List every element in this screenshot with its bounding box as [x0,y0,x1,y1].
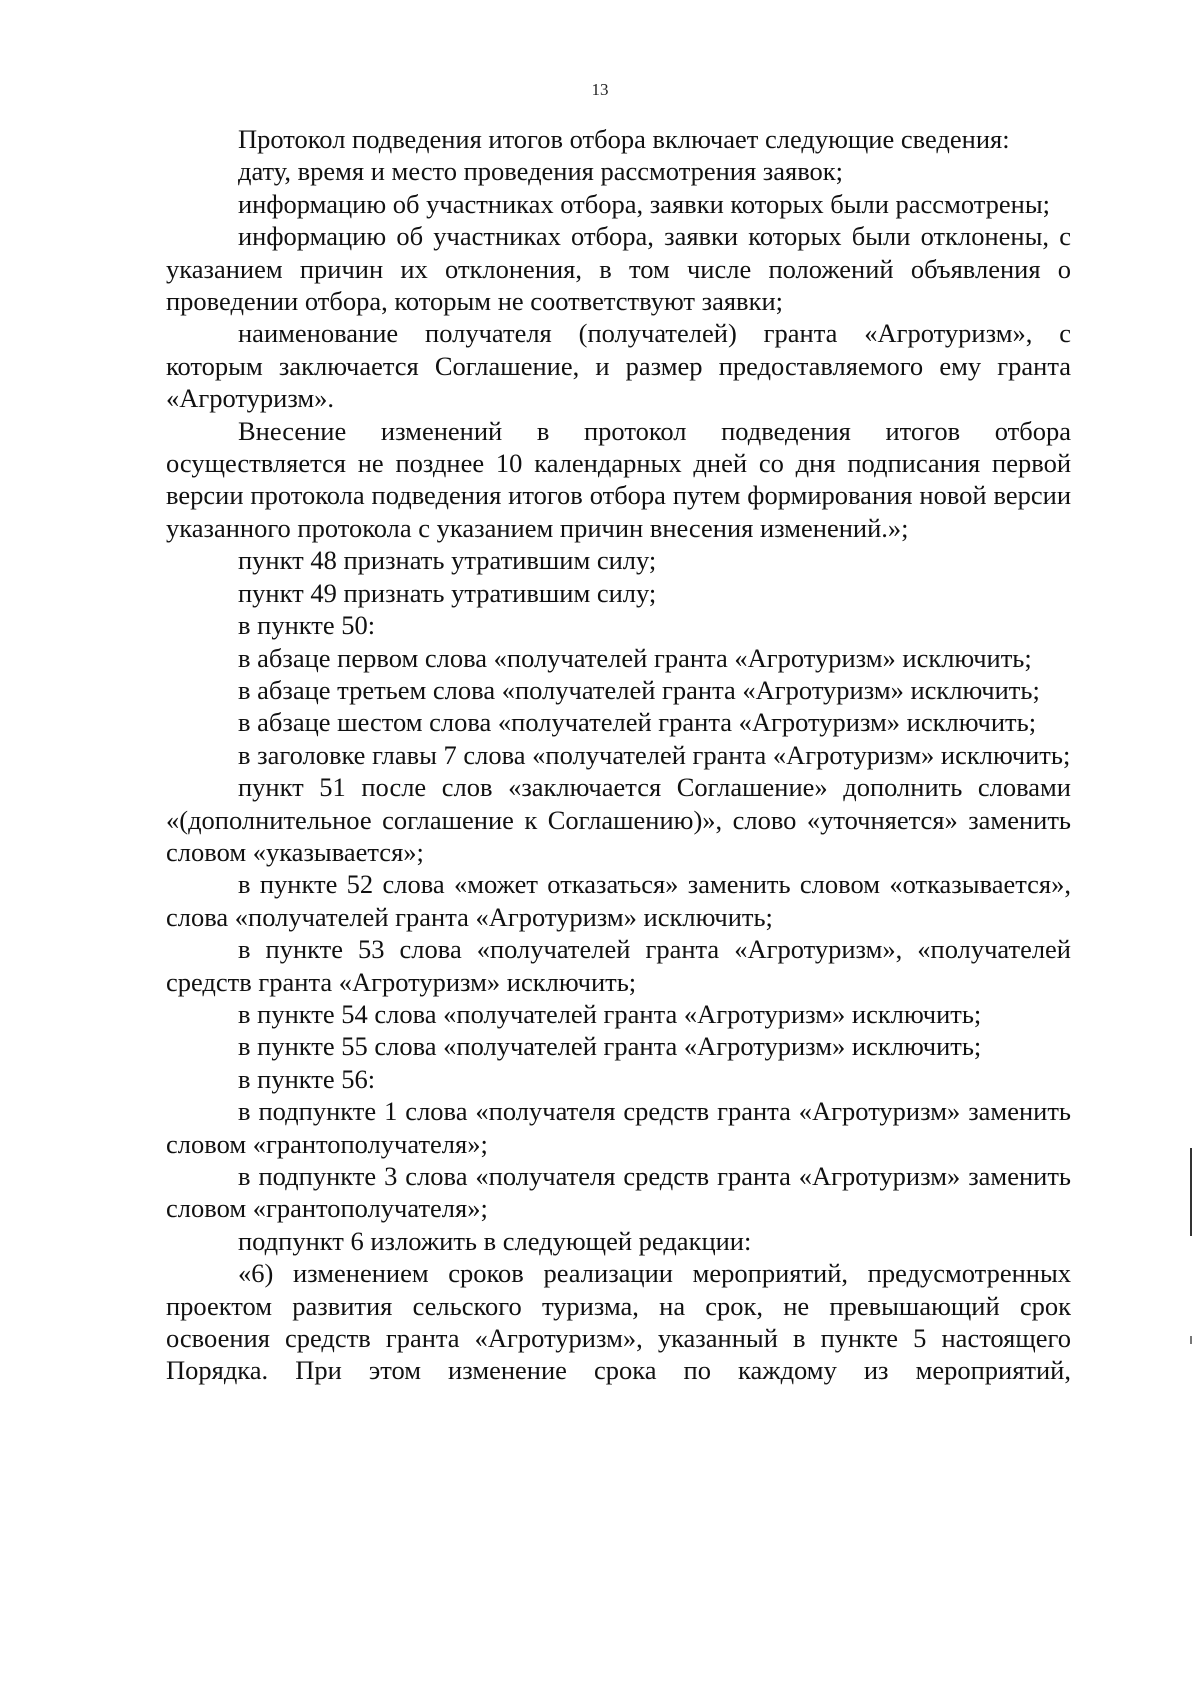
paragraph: подпункт 6 изложить в следующей редакции: [238,1225,752,1256]
paragraph: в заголовке главы 7 слова «получателей гранта «Агротуризм» исключить; [238,739,1071,770]
paragraph: в абзаце шестом слова «получателей гранта «Агротуризм» исключить; [238,707,1037,738]
paragraph: в абзаце первом слова «получателей гранта «Агротуризм» исключить; [238,642,1032,673]
paragraph: «6) изменением сроков реализации мероприятий, предусмотренных проектом развития сельского туризма, на срок, не превышающий срок освоения средств гранта «Агротуризм», указанный в пункте 5 настоящего Порядка. При этом изменение срока по каждому из мероприятий, [166,1258,1071,1386]
paragraph: информацию об участниках отбора, заявки которых были рассмотрены; [238,188,1051,219]
paragraph: в подпункте 3 слова «получателя средств гранта «Агротуризм» заменить словом «грантополучателя»; [166,1161,1071,1224]
document-body [166,123,1071,1387]
paragraph: Внесение изменений в протокол подведения итогов отбора осуществляется не позднее 10 календарных дней со дня подписания первой версии протокола подведения итогов отбора путем формирования новой версии указанного протокола с указанием причин внесения изменений.»; [166,415,1071,543]
paragraph: пункт 48 признать утратившим силу; [238,545,657,576]
paragraph: в пункте 52 слова «может отказаться» заменить словом «отказывается», слова «получателей гранта «Агротуризм» исключить; [166,869,1071,932]
paragraph: в пункте 55 слова «получателей гранта «Агротуризм» исключить; [238,1031,982,1062]
page-number: 13 [591,80,609,99]
paragraph: в подпункте 1 слова «получателя средств гранта «Агротуризм» заменить словом «грантополучателя»; [166,1096,1071,1159]
paragraph: в абзаце третьем слова «получателей гранта «Агротуризм» исключить; [238,674,1040,705]
scan-margin-mark [1190,1148,1192,1236]
paragraph: дату, время и место проведения рассмотрения заявок; [238,156,844,187]
paragraph: пункт 51 после слов «заключается Соглашение» дополнить словами «(дополнительное соглашение к Соглашению)», слово «уточняется» заменить словом «указывается»; [166,772,1071,867]
paragraph: в пункте 56: [238,1063,376,1094]
scan-margin-mark [1190,1336,1192,1344]
paragraph: в пункте 54 слова «получателей гранта «Агротуризм» исключить; [238,998,982,1029]
paragraph: в пункте 50: [238,610,376,641]
paragraph: Протокол подведения итогов отбора включает следующие сведения: [238,124,1010,154]
paragraph: информацию об участниках отбора, заявки которых были отклонены, с указанием причин их отклонения, в том числе положений объявления о проведении отбора, которым не соответствуют заявки; [166,221,1071,317]
paragraph: наименование получателя (получателей) гранта «Агротуризм», с которым заключается Соглашение, и размер предоставляемого ему гранта «Агротуризм». [166,318,1071,414]
paragraph: пункт 49 признать утратившим силу; [238,577,657,608]
paragraph: в пункте 53 слова «получателей гранта «Агротуризм», «получателей средств гранта «Агротуризм» исключить; [166,934,1071,997]
